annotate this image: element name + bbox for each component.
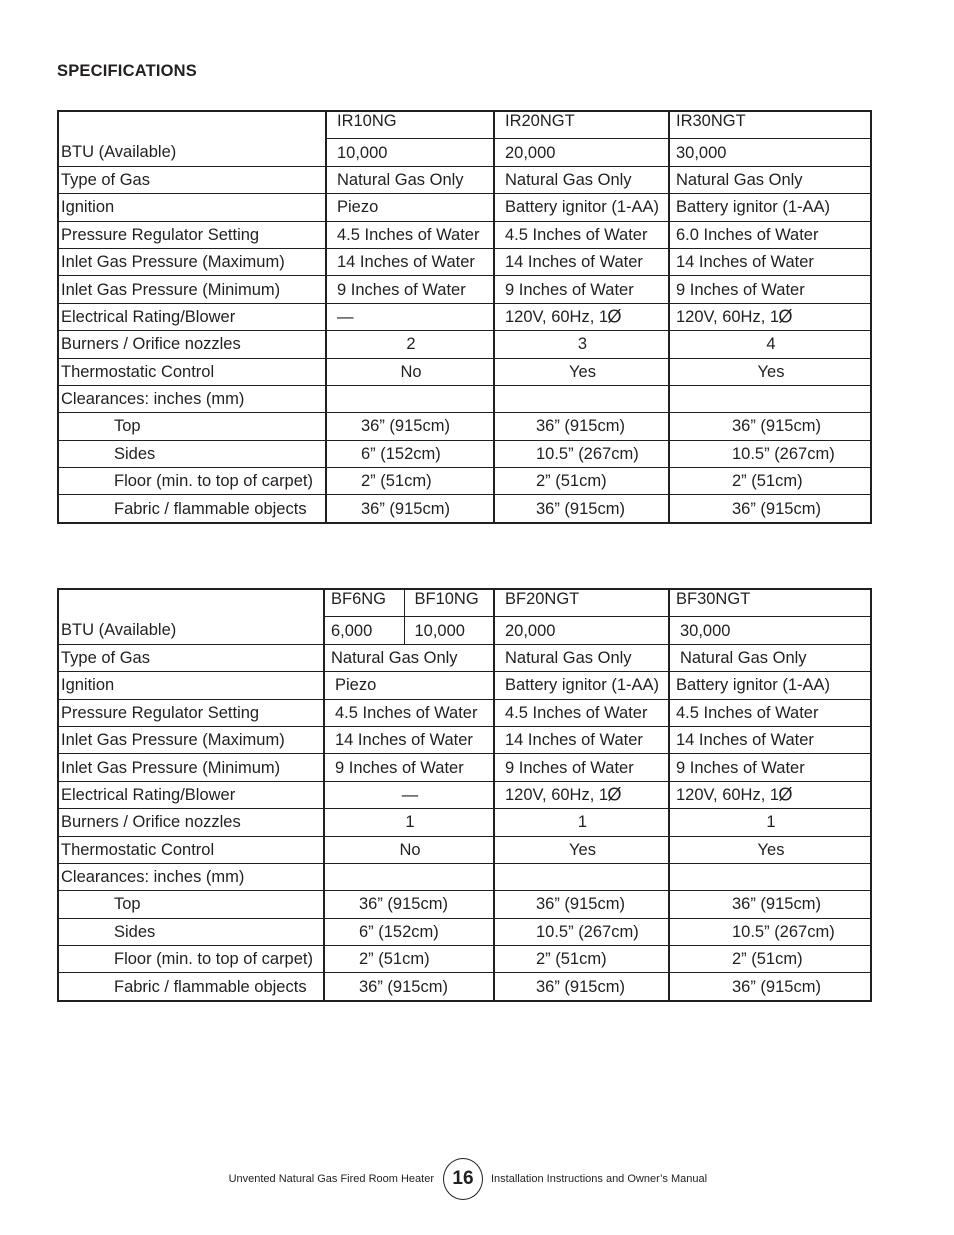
cell-text: 120V, 60Hz, 1: [505, 307, 609, 326]
cell-value: 36” (915cm): [324, 973, 494, 1001]
cell-value: 6.0 Inches of Water: [669, 221, 871, 248]
table-row: [58, 331, 871, 358]
cell-value: 4.5 Inches of Water: [669, 699, 871, 726]
row-label: Electrical Rating/Blower: [58, 781, 324, 808]
cell-text: 120V, 60Hz, 1: [676, 785, 780, 804]
row-label: Fabric / flammable objects: [58, 495, 326, 523]
cell-value: 2: [326, 331, 494, 358]
cell-value: No: [324, 836, 494, 863]
cell-value: 36” (915cm): [326, 495, 494, 523]
table-row: [58, 221, 871, 248]
row-label: Ignition: [58, 194, 326, 221]
row-label: Fabric / flammable objects: [58, 973, 324, 1001]
cell-value: —: [326, 303, 494, 330]
cell-value: 36” (915cm): [669, 413, 871, 440]
cell-value: 10.5” (267cm): [669, 918, 871, 945]
cell-value: 9 Inches of Water: [669, 276, 871, 303]
row-label: BTU (Available): [58, 617, 324, 644]
spec-table-ir: [57, 110, 872, 524]
table-row: [58, 781, 871, 808]
cell-value: [326, 385, 494, 412]
phase-symbol-icon: Ø: [778, 307, 793, 327]
cell-value: Natural Gas Only: [494, 644, 669, 671]
cell-value: 2” (51cm): [326, 468, 494, 495]
cell-value: [669, 303, 871, 330]
cell-value: Yes: [669, 358, 871, 385]
cell-value: 9 Inches of Water: [669, 754, 871, 781]
cell-value: 10.5” (267cm): [669, 440, 871, 467]
cell-value: 30,000: [669, 139, 871, 166]
cell-value: [669, 863, 871, 890]
row-label: Type of Gas: [58, 166, 326, 193]
model-bf30ngt: BF30NGT: [669, 589, 871, 617]
cell-value: 30,000: [669, 617, 871, 644]
cell-value: 36” (915cm): [494, 973, 669, 1001]
cell-value: 9 Inches of Water: [494, 754, 669, 781]
row-label: Electrical Rating/Blower: [58, 303, 326, 330]
row-label: Clearances: inches (mm): [58, 863, 324, 890]
cell-value: Natural Gas Only: [326, 166, 494, 193]
row-label: Inlet Gas Pressure (Minimum): [58, 276, 326, 303]
cell-value: Natural Gas Only: [324, 644, 494, 671]
table-row: [58, 166, 871, 193]
cell-value: 2” (51cm): [494, 468, 669, 495]
cell-value: 14 Inches of Water: [669, 248, 871, 275]
cell-value: 14 Inches of Water: [324, 726, 494, 753]
cell-value: 1: [494, 809, 669, 836]
row-label: Burners / Orifice nozzles: [58, 331, 326, 358]
cell-value: [494, 385, 669, 412]
cell-value: Natural Gas Only: [494, 166, 669, 193]
cell-value: 14 Inches of Water: [494, 248, 669, 275]
cell-value: [494, 863, 669, 890]
table-row: [58, 413, 871, 440]
row-label: Thermostatic Control: [58, 836, 324, 863]
cell-value: Natural Gas Only: [669, 166, 871, 193]
cell-text: 120V, 60Hz, 1: [505, 785, 609, 804]
row-label: Inlet Gas Pressure (Minimum): [58, 754, 324, 781]
row-label: Burners / Orifice nozzles: [58, 809, 324, 836]
cell-value: 2” (51cm): [324, 946, 494, 973]
phase-symbol-icon: Ø: [778, 785, 793, 805]
cell-value: 20,000: [494, 139, 669, 166]
table-row: [58, 754, 871, 781]
cell-value: 9 Inches of Water: [326, 276, 494, 303]
cell-value: Battery ignitor (1-AA): [494, 194, 669, 221]
cell-value: 9 Inches of Water: [324, 754, 494, 781]
phase-symbol-icon: Ø: [607, 307, 622, 327]
table-header-row: [58, 589, 871, 617]
cell-value: 1: [324, 809, 494, 836]
footer-title: Unvented Natural Gas Fired Room Heater: [228, 1173, 434, 1185]
table-header-row: [58, 111, 871, 139]
row-label: Clearances: inches (mm): [58, 385, 326, 412]
table-row: [58, 385, 871, 412]
model-bf10ng: BF10NG: [404, 589, 494, 617]
cell-value: 10,000: [326, 139, 494, 166]
cell-value: Yes: [494, 358, 669, 385]
table-row: [58, 918, 871, 945]
table-row: [58, 672, 871, 699]
cell-value: [494, 781, 669, 808]
footer-manual-title: Installation Instructions and Owner’s Manual: [491, 1173, 708, 1185]
spec-table-bf: [57, 588, 872, 1002]
table-row: [58, 440, 871, 467]
cell-value: [324, 863, 494, 890]
cell-value: 2” (51cm): [669, 468, 871, 495]
model-ir20ngt: IR20NGT: [494, 111, 669, 139]
row-label: Inlet Gas Pressure (Maximum): [58, 248, 326, 275]
cell-value: 4.5 Inches of Water: [494, 221, 669, 248]
header-blank: [58, 111, 326, 139]
row-label: Sides: [58, 440, 326, 467]
row-label: Pressure Regulator Setting: [58, 221, 326, 248]
cell-value: 6” (152cm): [324, 918, 494, 945]
cell-value: 36” (915cm): [669, 891, 871, 918]
table-row: [58, 194, 871, 221]
cell-value: 14 Inches of Water: [669, 726, 871, 753]
table-row: [58, 809, 871, 836]
cell-value: Piezo: [326, 194, 494, 221]
cell-value: 4.5 Inches of Water: [494, 699, 669, 726]
cell-value: 36” (915cm): [669, 495, 871, 523]
table-row: [58, 891, 871, 918]
header-blank: [58, 589, 324, 617]
row-label: Floor (min. to top of carpet): [58, 946, 324, 973]
cell-value: 2” (51cm): [669, 946, 871, 973]
row-label: Top: [58, 413, 326, 440]
cell-value: No: [326, 358, 494, 385]
row-label: Pressure Regulator Setting: [58, 699, 324, 726]
cell-value: [669, 781, 871, 808]
phase-symbol-icon: Ø: [607, 785, 622, 805]
table-row: [58, 863, 871, 890]
cell-value: 4.5 Inches of Water: [326, 221, 494, 248]
cell-text: 120V, 60Hz, 1: [676, 307, 780, 326]
cell-value: Battery ignitor (1-AA): [669, 672, 871, 699]
table-row: [58, 139, 871, 166]
row-label: Floor (min. to top of carpet): [58, 468, 326, 495]
cell-value: 6” (152cm): [326, 440, 494, 467]
table-row: [58, 468, 871, 495]
cell-value: 2” (51cm): [494, 946, 669, 973]
cell-value: 1: [669, 809, 871, 836]
row-label: Type of Gas: [58, 644, 324, 671]
table-row: [58, 726, 871, 753]
cell-value: 14 Inches of Water: [326, 248, 494, 275]
cell-value: Battery ignitor (1-AA): [494, 672, 669, 699]
table-row: [58, 836, 871, 863]
row-label: Thermostatic Control: [58, 358, 326, 385]
table-row: [58, 644, 871, 671]
cell-value: 9 Inches of Water: [494, 276, 669, 303]
model-bf6ng: BF6NG: [324, 589, 404, 617]
table-row: [58, 276, 871, 303]
cell-value: 36” (915cm): [494, 495, 669, 523]
row-label: Top: [58, 891, 324, 918]
table-row: [58, 495, 871, 523]
cell-value: 4: [669, 331, 871, 358]
model-ir30ngt: IR30NGT: [669, 111, 871, 139]
cell-value: 10,000: [404, 617, 494, 644]
table-row: [58, 248, 871, 275]
cell-value: —: [324, 781, 494, 808]
cell-value: 36” (915cm): [494, 413, 669, 440]
row-label: Sides: [58, 918, 324, 945]
model-bf20ngt: BF20NGT: [494, 589, 669, 617]
cell-value: Battery ignitor (1-AA): [669, 194, 871, 221]
table-row: [58, 973, 871, 1001]
cell-value: 6,000: [324, 617, 404, 644]
row-label: BTU (Available): [58, 139, 326, 166]
cell-value: [494, 303, 669, 330]
cell-value: 36” (915cm): [669, 973, 871, 1001]
table-row: [58, 358, 871, 385]
page-number: 16: [443, 1158, 483, 1200]
cell-value: Natural Gas Only: [669, 644, 871, 671]
cell-value: [669, 385, 871, 412]
cell-value: 10.5” (267cm): [494, 918, 669, 945]
cell-value: 14 Inches of Water: [494, 726, 669, 753]
table-row: [58, 617, 871, 644]
cell-value: 3: [494, 331, 669, 358]
row-label: Inlet Gas Pressure (Maximum): [58, 726, 324, 753]
cell-value: 36” (915cm): [326, 413, 494, 440]
cell-value: 20,000: [494, 617, 669, 644]
cell-value: 36” (915cm): [324, 891, 494, 918]
cell-value: 36” (915cm): [494, 891, 669, 918]
table-row: [58, 699, 871, 726]
cell-value: Piezo: [324, 672, 494, 699]
cell-value: Yes: [494, 836, 669, 863]
row-label: Ignition: [58, 672, 324, 699]
model-ir10ng: IR10NG: [326, 111, 494, 139]
cell-value: 4.5 Inches of Water: [324, 699, 494, 726]
table-row: [58, 946, 871, 973]
cell-value: 10.5” (267cm): [494, 440, 669, 467]
cell-value: Yes: [669, 836, 871, 863]
page-heading: SPECIFICATIONS: [57, 62, 198, 80]
table-row: [58, 303, 871, 330]
